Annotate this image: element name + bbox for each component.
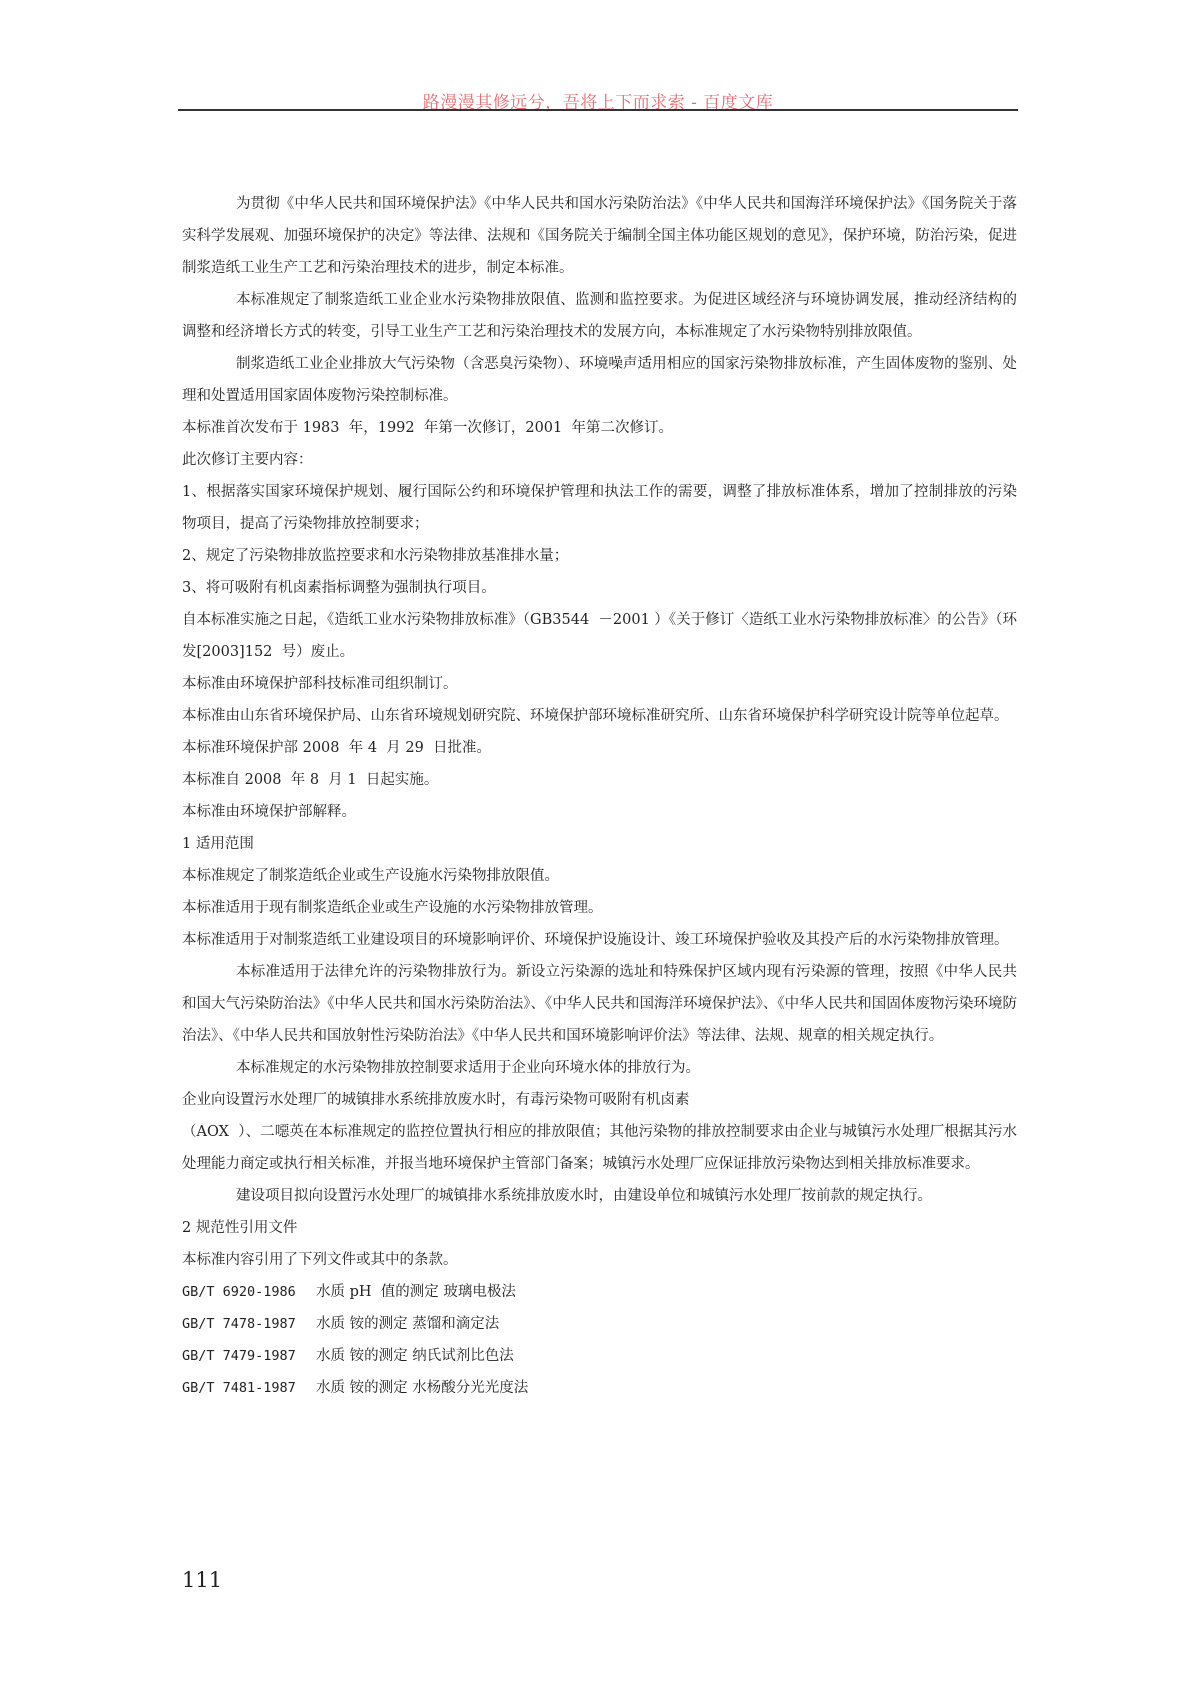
standard-code: GB/T 6920-1986 xyxy=(182,1284,296,1300)
paragraph: 本标准首次发布于 1983 年，1992 年第一次修订，2001 年第二次修订。 xyxy=(182,420,673,436)
list-item: 2、规定了污染物排放监控要求和水污染物排放基准排水量； xyxy=(182,548,569,564)
standard-title: 水质 铵的测定 水杨酸分光光度法 xyxy=(316,1380,529,1396)
standard-code: GB/T 7479-1987 xyxy=(182,1348,296,1364)
paragraph: 为贯彻《中华人民共和国环境保护法》《中华人民共和国水污染防治法》《中华人民共和国海洋环境保护法》《国务院关于落实科学发展观、加强环境保护的决定》等法律、法规和《国务院关于编制全国主体功能区规划的意见》，保护环境，防治污染，促进制浆造纸工业生产工艺和污染治理技术的进步，制定本标准。 xyxy=(182,196,1017,276)
paragraph: 本标准内容引用了下列文件或其中的条款。 xyxy=(182,1252,458,1268)
paragraph: 本标准规定了制浆造纸工业企业水污染物排放限值、监测和监控要求。为促进区域经济与环境协调发展，推动经济结构的调整和经济增长方式的转变，引导工业生产工艺和污染治理技术的发展方向，本标准规定了水污染物特别排放限值。 xyxy=(182,292,1017,340)
paragraph: 本标准由山东省环境保护局、山东省环境规划研究院、环境保护部环境标准研究所、山东省环境保护科学研究设计院等单位起草。 xyxy=(182,708,1009,724)
page-number: 111 xyxy=(182,1568,223,1592)
standard-title: 水质 铵的测定 蒸馏和滴定法 xyxy=(316,1316,500,1332)
paragraph: 企业向设置污水处理厂的城镇排水系统排放废水时，有毒污染物可吸附有机卤素 xyxy=(182,1092,690,1108)
paragraph: 建设项目拟向设置污水处理厂的城镇排水系统排放废水时，由建设单位和城镇污水处理厂按前款的规定执行。 xyxy=(236,1188,932,1204)
standard-title: 水质 pH 值的测定 玻璃电极法 xyxy=(316,1284,516,1300)
paragraph: 本标准适用于现有制浆造纸企业或生产设施的水污染物排放管理。 xyxy=(182,900,603,916)
paragraph: 本标准自 2008 年 8 月 1 日起实施。 xyxy=(182,772,439,788)
paragraph: 本标准规定的水污染物排放控制要求适用于企业向环境水体的排放行为。 xyxy=(236,1060,700,1076)
section-heading: 2 规范性引用文件 xyxy=(182,1220,298,1236)
paragraph: 本标准由环境保护部解释。 xyxy=(182,804,356,820)
list-item: 3、将可吸附有机卤素指标调整为强制执行项目。 xyxy=(182,580,496,596)
paragraph: 本标准适用于对制浆造纸工业建设项目的环境影响评价、环境保护设施设计、竣工环境保护验收及其投产后的水污染物排放管理。 xyxy=(182,932,1009,948)
document-body xyxy=(182,188,1017,1404)
paragraph: 本标准规定了制浆造纸企业或生产设施水污染物排放限值。 xyxy=(182,868,559,884)
paragraph: 本标准由环境保护部科技标准司组织制订。 xyxy=(182,676,458,692)
standard-title: 水质 铵的测定 纳氏试剂比色法 xyxy=(316,1348,514,1364)
standard-reference xyxy=(182,1340,1017,1372)
standard-reference xyxy=(182,1276,1017,1308)
standard-reference xyxy=(182,1308,1017,1340)
section-heading: 1 适用范围 xyxy=(182,836,254,852)
list-item: 1、根据落实国家环境保护规划、履行国际公约和环境保护管理和执法工作的需要，调整了排放标准体系，增加了控制排放的污染物项目，提高了污染物排放控制要求； xyxy=(182,484,1017,532)
paragraph: 本标准适用于法律允许的污染物排放行为。新设立污染源的选址和特殊保护区域内现有污染源的管理，按照《中华人民共和国大气污染防治法》《中华人民共和国水污染防治法》、《中华人民共和国海洋环境保护法》、《中华人民共和国固体废物污染环境防治法》、《中华人民共和国放射性污染防治法》《中华人民共和国环境影响评价法》等法律、法规、规章的相关规定执行。 xyxy=(182,964,1017,1044)
paragraph: 制浆造纸工业企业排放大气污染物（含恶臭污染物）、环境噪声适用相应的国家污染物排放标准，产生固体废物的鉴别、处理和处置适用国家固体废物污染控制标准。 xyxy=(182,356,1017,404)
standard-reference xyxy=(182,1372,1017,1404)
paragraph: 此次修订主要内容： xyxy=(182,452,313,468)
standard-code: GB/T 7478-1987 xyxy=(182,1316,296,1332)
paragraph: （AOX ）、二噁英在本标准规定的监控位置执行相应的排放限值；其他污染物的排放控制要求由企业与城镇污水处理厂根据其污水处理能力商定或执行相关标准，并报当地环境保护主管部门备案；城镇污水处理厂应保证排放污染物达到相关排放标准要求。 xyxy=(182,1124,1017,1172)
standard-code: GB/T 7481-1987 xyxy=(182,1380,296,1396)
header-rule xyxy=(178,109,1018,111)
paragraph: 本标准环境保护部 2008 年 4 月 29 日批准。 xyxy=(182,740,492,756)
page-header-title: 路漫漫其修远兮，吾将上下而求索 - 百度文库 xyxy=(422,93,774,113)
paragraph: 自本标准实施之日起，《造纸工业水污染物排放标准》（GB3544 －2001 ）《关于修订〈造纸工业水污染物排放标准〉的公告》（环发[2003]152 号）废止。 xyxy=(182,612,1017,660)
